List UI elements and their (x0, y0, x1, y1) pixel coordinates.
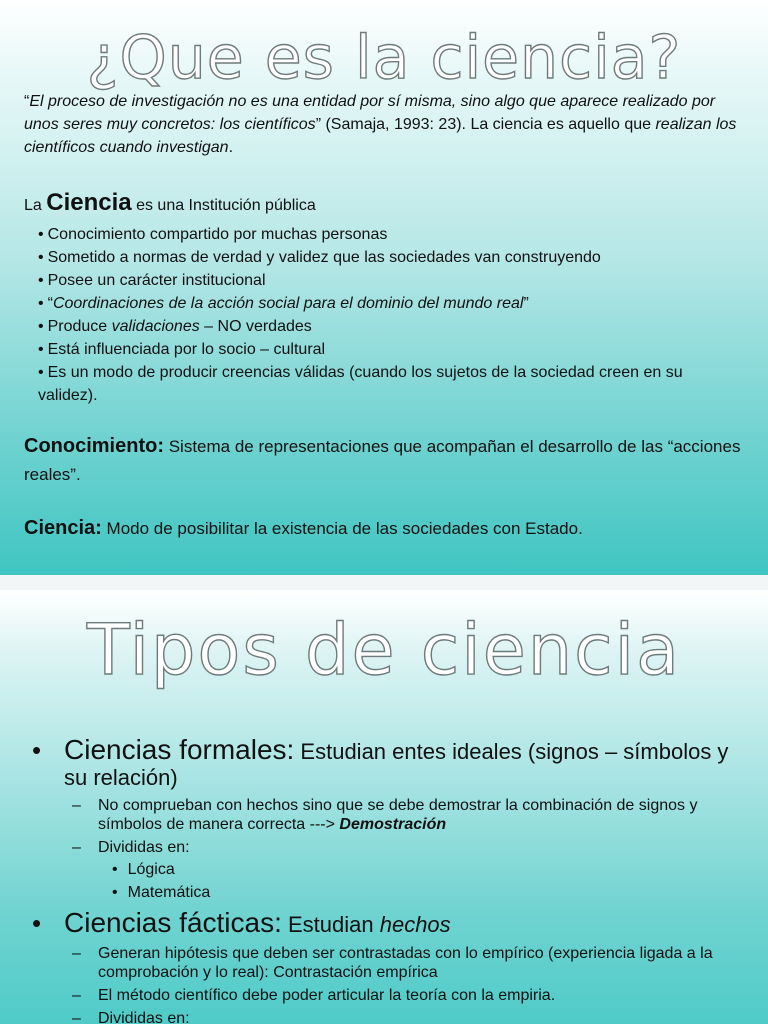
formales-item-matematica: Matemática (127, 884, 211, 901)
bullet-icon: • (38, 226, 44, 243)
quote-citation: (Samaja, 1993: 23). La ciencia es aquello que (325, 116, 656, 133)
bullet-open-mark: “ (47, 295, 53, 312)
formales-sub1-pre: No comprueban con hechos sino que se debe demostrar la combinación de signos y símbolos de manera correcta ---> (98, 797, 698, 833)
bullet-italic-text: validaciones (111, 318, 200, 335)
facticas-bullet (32, 907, 748, 938)
bullet-icon: • (38, 249, 44, 266)
la-suffix: es una Institución pública (131, 197, 316, 214)
la-prefix: La (24, 197, 47, 214)
facticas-sub-item (72, 944, 752, 982)
bullet-icon: • (32, 735, 42, 765)
quote-open-mark: “ (24, 93, 30, 110)
slide2-title: Tipos de ciencia (87, 609, 681, 691)
facticas-sub3-text: Divididas en: (98, 1010, 190, 1024)
dash-icon: – (72, 839, 81, 856)
facticas-sub2-text: El método científico debe poder articular la teoría con la empiria. (98, 987, 556, 1004)
bullet-text: Sometido a normas de verdad y validez que las sociedades van construyendo (47, 249, 601, 266)
formales-sub1-bold: Demostración (339, 816, 447, 833)
formales-heading: Ciencias formales: (64, 734, 295, 765)
quote-period: . (228, 139, 234, 156)
facticas-heading: Ciencias fácticas: (64, 907, 282, 938)
bullet-post: – NO verdades (199, 318, 312, 335)
facticas-text-italic: hechos (379, 912, 451, 937)
list-item (38, 246, 738, 269)
formales-item-logica: Lógica (127, 861, 175, 878)
slide1-title: ¿Que es la ciencia? (86, 23, 682, 93)
list-item (38, 292, 738, 315)
facticas-sub-item (72, 1009, 752, 1024)
facticas-text-block (64, 907, 748, 938)
bullet-icon: • (112, 884, 118, 901)
quote-italic-end: realizan los científicos cuando investigan (24, 116, 737, 156)
bullet-close-mark: ” (523, 295, 529, 312)
formales-sub-item (72, 838, 752, 857)
bullet-icon: • (38, 272, 44, 289)
facticas-text-pre: Estudian (281, 912, 380, 937)
dash-icon: – (72, 945, 81, 962)
ciencia-definition (24, 514, 744, 543)
list-item (38, 338, 738, 361)
conocimiento-term: Conocimiento: (24, 435, 164, 457)
list-item (38, 269, 738, 292)
facticas-sub-item (72, 986, 752, 1005)
conocimiento-def: Sistema de representaciones que acompañan el desarrollo de las “acciones reales”. (24, 437, 741, 484)
bullet-icon: • (32, 908, 42, 938)
bullet-text: Conocimiento compartido por muchas personas (47, 226, 388, 243)
formales-bullet (32, 734, 748, 791)
ciencia-term: Ciencia: (24, 517, 102, 539)
quote-paragraph (24, 90, 744, 159)
list-item (38, 315, 738, 338)
ciencia-bullet-list (38, 223, 738, 407)
formales-sub-item (72, 796, 752, 834)
slide-tipos-de-ciencia (0, 590, 768, 1024)
dash-icon: – (72, 797, 81, 814)
bullet-pre: Produce (47, 318, 112, 335)
list-item (38, 223, 738, 246)
ciencia-def: Modo de posibilitar la existencia de las sociedades con Estado. (101, 519, 583, 538)
ciencia-big-word: Ciencia (46, 189, 132, 216)
bullet-icon: • (38, 341, 44, 358)
bullet-icon: • (112, 861, 118, 878)
list-item (112, 860, 175, 880)
bullet-text: Posee un carácter institucional (47, 272, 266, 289)
formales-sub1-text (98, 796, 752, 834)
conocimiento-definition (24, 432, 744, 489)
list-item (38, 361, 738, 407)
bullet-text: Está influenciada por lo socio – cultural (47, 341, 326, 358)
formales-description: Estudian entes ideales (signos – símbolos y su relación) (64, 739, 729, 790)
dash-icon: – (72, 987, 81, 1004)
bullet-icon: • (38, 364, 44, 381)
ciencia-institution-heading (24, 188, 316, 221)
formales-sub2-text: Divididas en: (98, 839, 190, 856)
facticas-sub1-text: Generan hipótesis que deben ser contrastadas con lo empírico (experiencia ligada a la comprobación y lo real): Contrastación empírica (98, 945, 713, 981)
bullet-text: Es un modo de producir creencias válidas (cuando los sujetos de la sociedad creen en su validez). (38, 364, 683, 404)
quote-close-mark: ” (315, 116, 326, 133)
bullet-icon: • (38, 318, 44, 335)
bullet-italic-text: Coordinaciones de la acción social para el dominio del mundo real (52, 295, 524, 312)
formales-text-block (64, 734, 748, 791)
bullet-icon: • (38, 295, 44, 312)
quote-italic-text: El proceso de investigación no es una entidad por sí misma, sino algo que aparece realizado por unos seres muy concretos: los científicos (24, 93, 716, 133)
list-item (112, 883, 210, 903)
dash-icon: – (72, 1010, 81, 1024)
